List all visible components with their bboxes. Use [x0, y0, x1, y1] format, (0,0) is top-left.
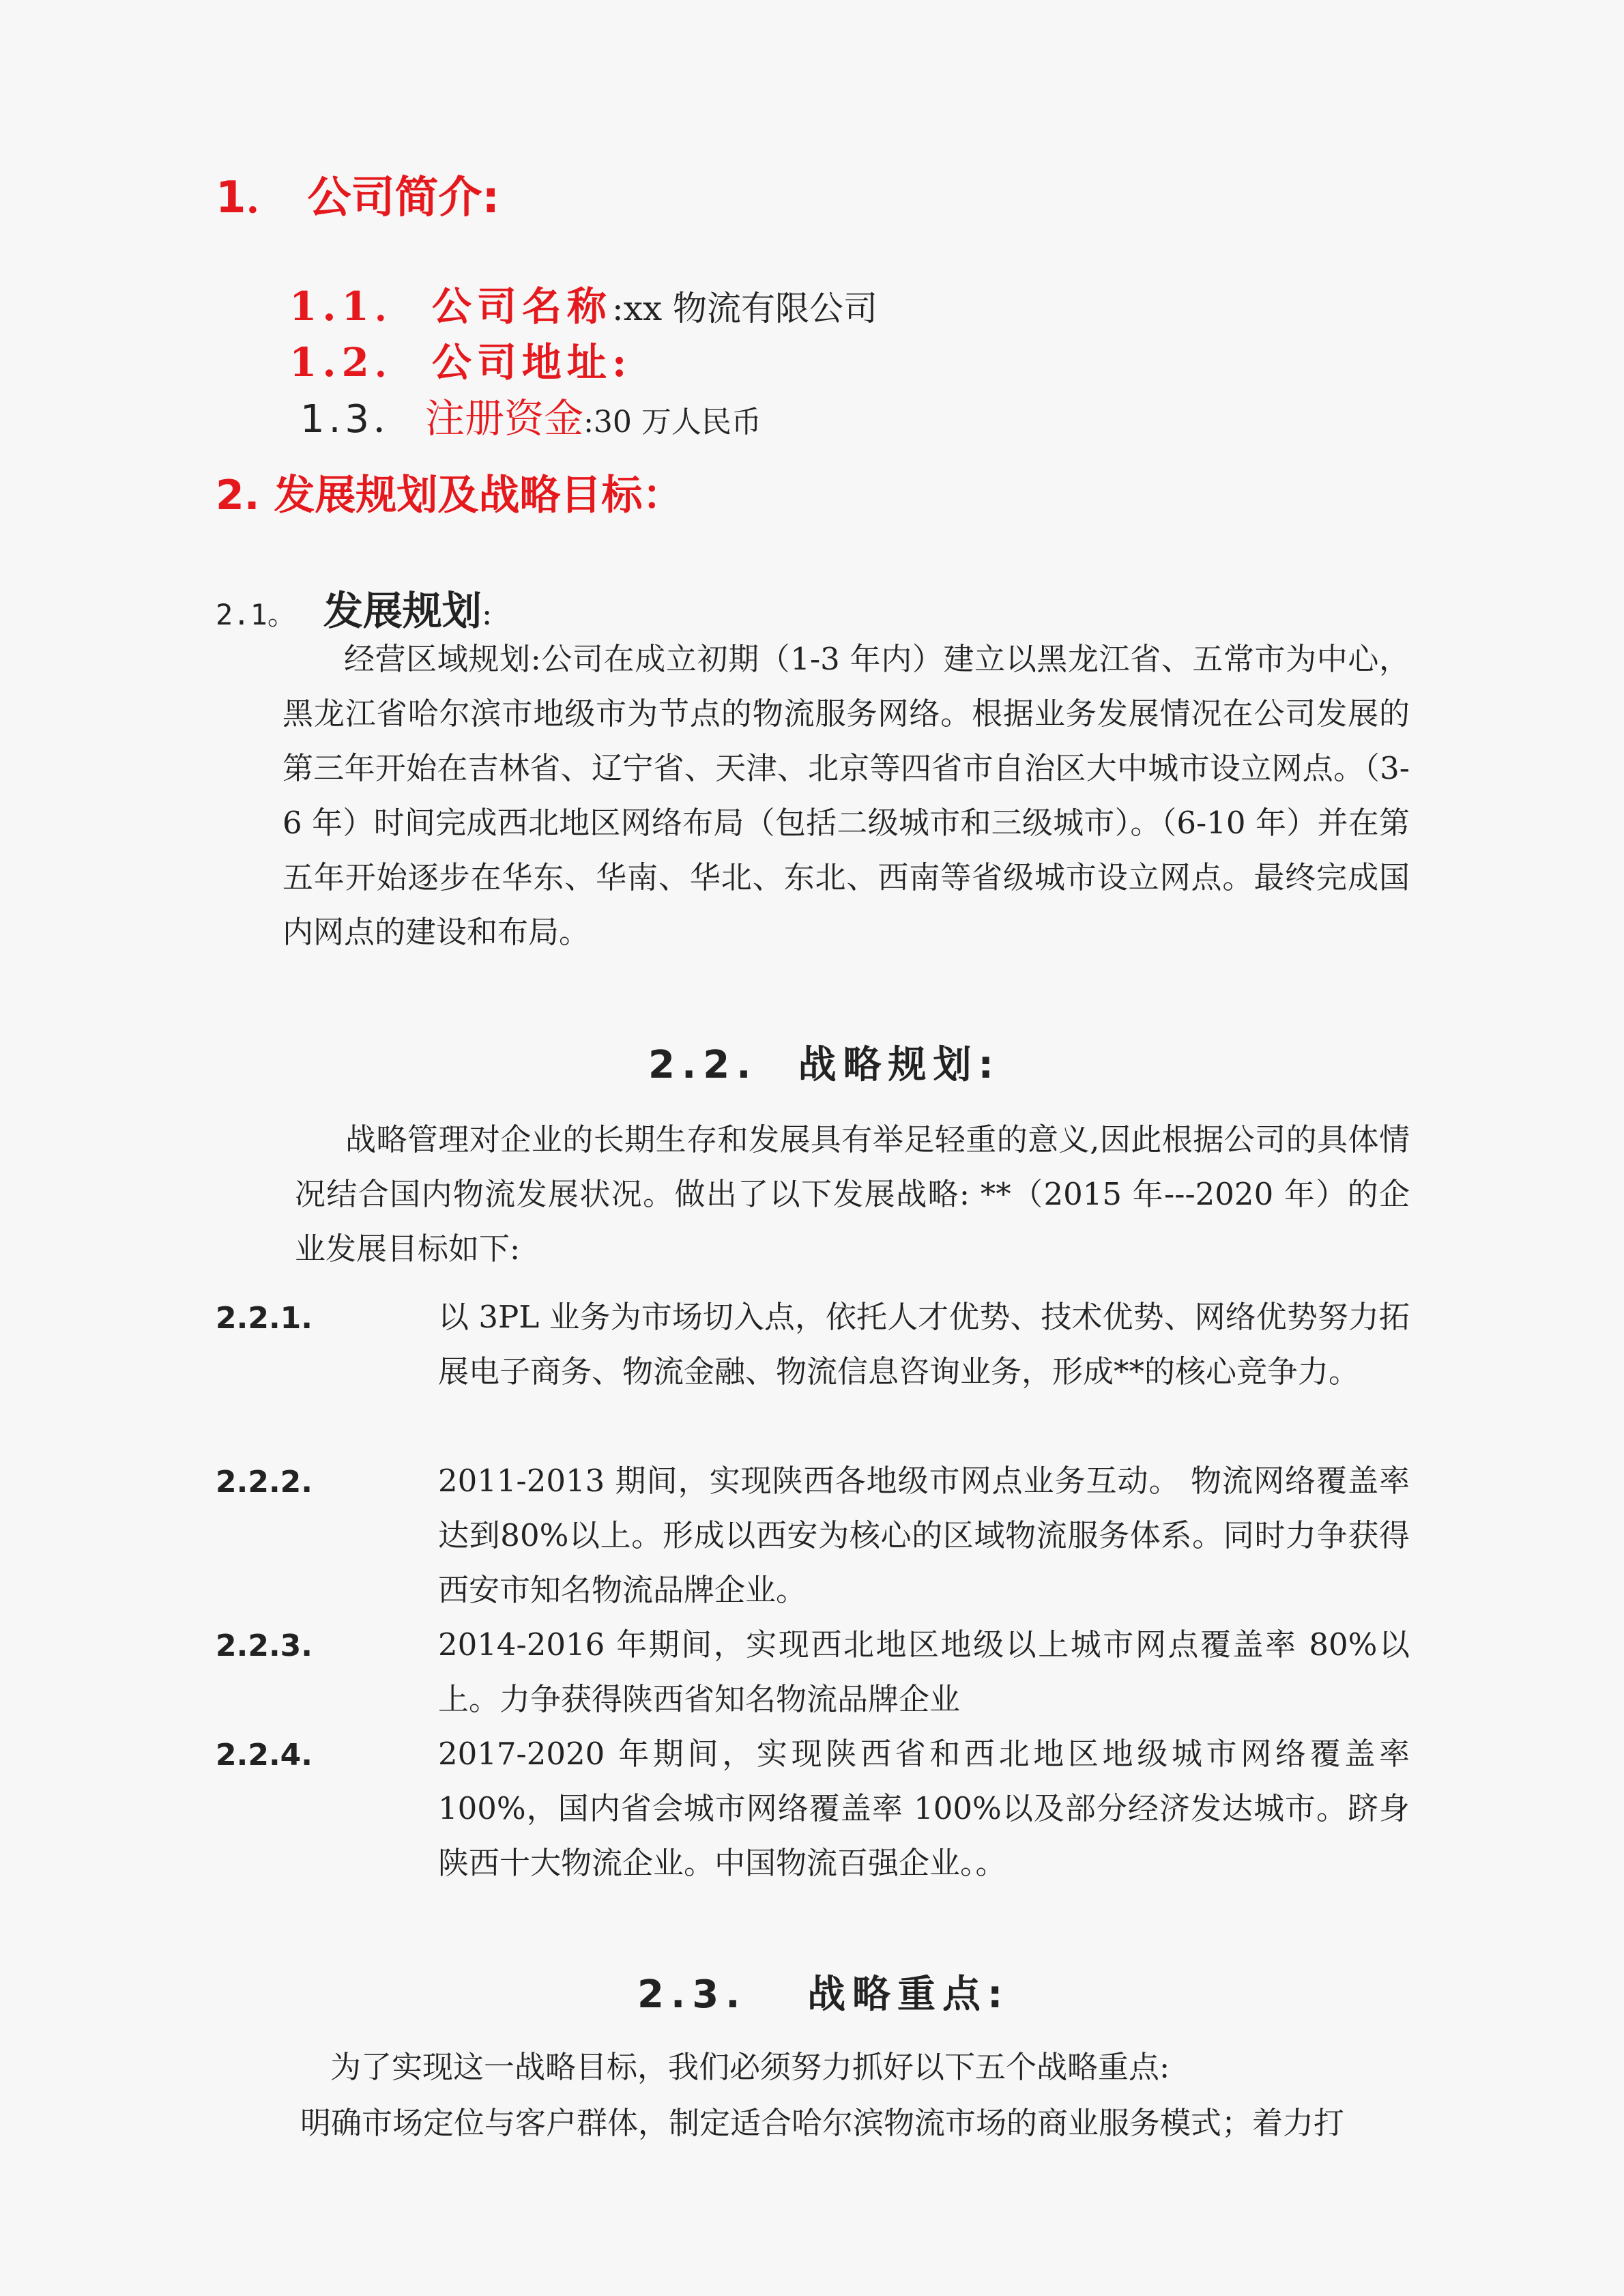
development-plan-title: 发展规划: [323, 588, 482, 634]
strategy-plan-paragraph: 战略管理对企业的长期生存和发展具有举足轻重的意义,因此根据公司的具体情况结合国内物流发展状况。做出了以下发展战略: **（2015 年---2020 年）的企业发展目标如下:: [295, 1121, 1410, 1267]
strategy-plan-heading: 2.2. 战略规划:: [648, 1043, 1000, 1087]
company-name-label: 公司名称: [431, 283, 612, 330]
section-1-heading: [216, 162, 499, 225]
registered-capital-number: 1.3．: [300, 397, 416, 442]
goal-item-number: 2.2.1.: [216, 1301, 313, 1336]
development-plan-number: 2.1。: [216, 598, 296, 631]
registered-capital-row: [300, 386, 762, 444]
company-address-label: 公司地址: [431, 339, 612, 386]
strategy-focus-text: 明确市场定位与客户群体，制定适合哈尔滨物流市场的商业服务模式；着力打: [300, 2105, 1345, 2141]
company-address-value: :: [611, 339, 633, 386]
section-1-title: 公司简介:: [307, 173, 500, 223]
development-plan-heading: [216, 579, 492, 636]
goal-item-number: 2.2.4.: [216, 1738, 313, 1773]
section-2-heading: 2. 发展规划及战略目标：: [216, 472, 684, 519]
development-plan-colon: :: [481, 595, 493, 632]
goal-item-text: 2014-2016 年期间，实现西北地区地级以上城市网点覆盖率 80%以上。力争获得陕西省知名物流品牌企业: [438, 1626, 1410, 1717]
company-address-number: 1.2．: [289, 339, 420, 386]
goal-item-number: 2.2.2.: [216, 1465, 313, 1499]
company-name-value: :xx 物流有限公司: [611, 289, 878, 328]
strategy-focus-intro: 为了实现这一战略目标，我们必须努力抓好以下五个战略重点:: [330, 2049, 1170, 2085]
goal-item-text: 以 3PL 业务为市场切入点，依托人才优势、技术优势、网络优势努力拓展电子商务、物流金融、物流信息咨询业务，形成**的核心竞争力。: [438, 1299, 1410, 1390]
goal-item-text: 2017-2020 年期间，实现陕西省和西北地区地级城市网络覆盖率100%，国内省会城市网络覆盖率 100%以及部分经济发达城市。跻身陕西十大物流企业。中国物流百强企业。。: [438, 1736, 1410, 1881]
company-name-row: [289, 274, 878, 332]
development-plan-paragraph: 经营区域规划:公司在成立初期（1-3 年内）建立以黑龙江省、五常市为中心，黑龙江省哈尔滨市地级市为节点的物流服务网络。根据业务发展情况在公司发展的第三年开始在吉林省、辽宁省、天津、北京等四省市自治区大中城市设立网点。（3-6 年）时间完成西北地区网络布局（包括二级城市和三级城市）。（6-10 年）并在第五年开始逐步在华东、华南、华北、东北、西南等省级城市设立网点。最终完成国内网点的建设和布局。: [282, 641, 1410, 950]
strategy-focus-heading: 2.3. 战略重点:: [637, 1972, 1010, 2017]
company-address-row: [289, 330, 632, 388]
registered-capital-label: 注册资金: [425, 395, 584, 442]
goal-item-number: 2.2.3.: [216, 1628, 313, 1663]
registered-capital-value: :30 万人民币: [583, 405, 762, 440]
goal-item-text: 2011-2013 期间，实现陕西各地级市网点业务互动。 物流网络覆盖率达到80%以上。形成以西安为核心的区域物流服务体系。同时力争获得西安市知名物流品牌企业。: [438, 1463, 1410, 1608]
section-1-number: 1．: [216, 173, 290, 223]
company-name-number: 1.1．: [289, 283, 420, 330]
